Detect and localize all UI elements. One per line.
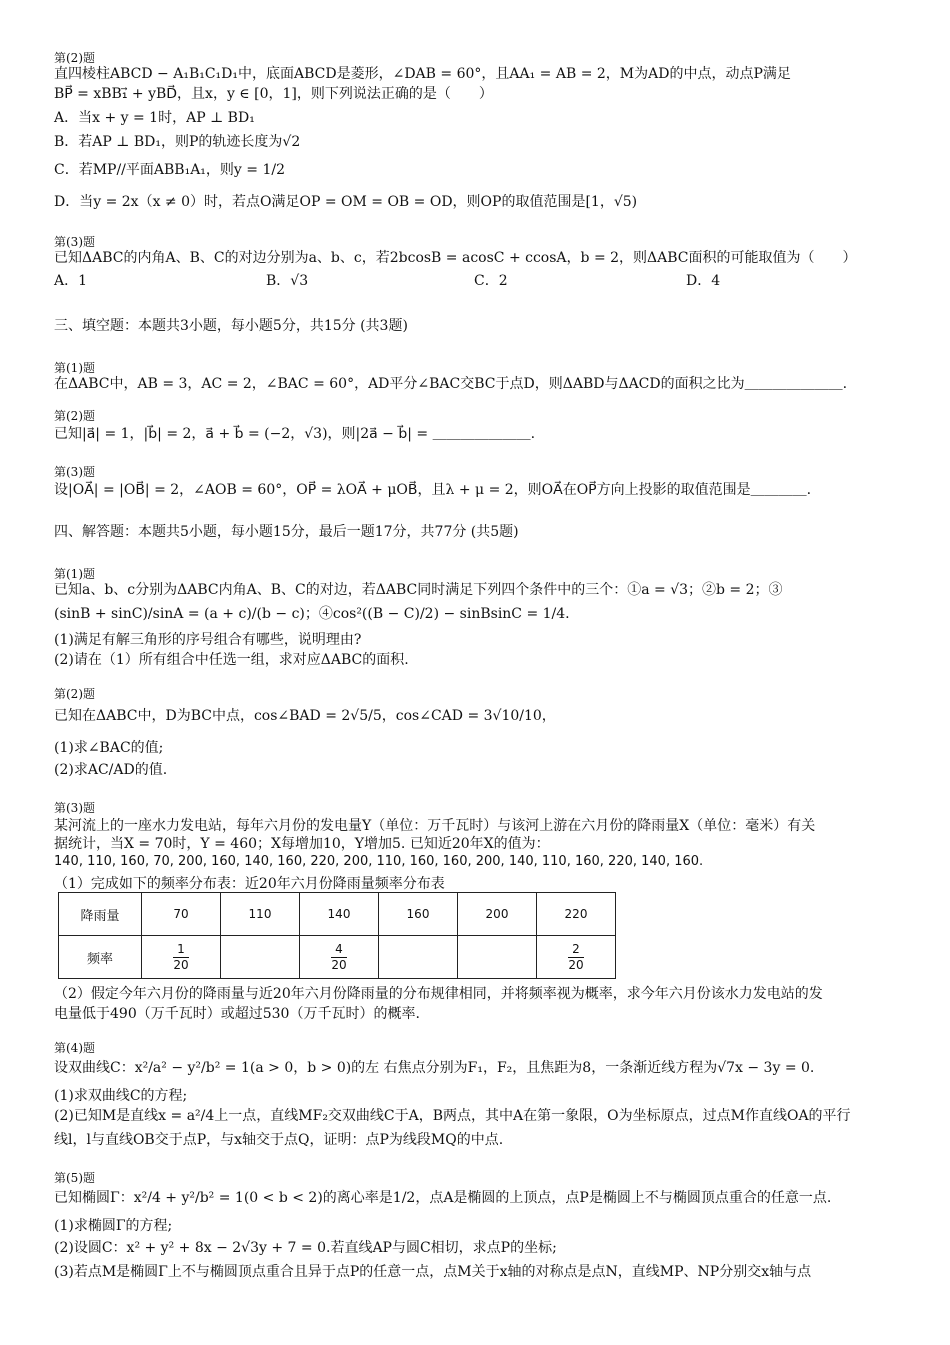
sub-question: (1)满足有解三角形的序号组合有哪些，说明理由? — [54, 632, 362, 648]
frac-den: 20 — [568, 957, 584, 972]
question-label: 第(2)题 — [54, 409, 95, 423]
frac-num: 2 — [568, 942, 583, 958]
question-label: 第(3)题 — [54, 465, 95, 479]
option-c: C．2 — [474, 273, 508, 289]
question-label: 第(3)题 — [54, 801, 95, 815]
frac-den: 20 — [173, 957, 189, 972]
question-label: 第(1)题 — [54, 567, 95, 581]
question-stem: 已知a、b、c分别为ΔABC内角A、B、C的对边，若ΔABC同时满足下列四个条件中的三个：①a = √3；②b = 2；③ — [54, 582, 783, 598]
section-title: 四、解答题：本题共5小题，每小题15分，最后一题17分，共77分 (共5题) — [54, 524, 519, 540]
question-label: 第(4)题 — [54, 1041, 95, 1055]
question-label: 第(1)题 — [54, 361, 95, 375]
table-cell — [379, 936, 458, 979]
sub-question: (3)若点M是椭圆Γ上不与椭圆顶点重合且异于点P的任意一点，点M关于x轴的对称点是点N，直线MP、NP分别交x轴与点 — [54, 1264, 812, 1280]
options-row — [54, 270, 904, 292]
table-cell: 70 — [142, 893, 221, 936]
question-label: 第(2)题 — [54, 51, 95, 65]
sub-question: (2)已知M是直线x = a²/4上一点，直线MF₂交双曲线C于A，B两点，其中A在第一象限，O为坐标原点，过点M作直线OA的平行 — [54, 1108, 851, 1124]
question-stem: 直四棱柱ABCD − A₁B₁C₁D₁中，底面ABCD是菱形，∠DAB = 60°，且AA₁ = AB = 2，M为AD的中点，动点P满足 — [54, 66, 791, 82]
sub-question: 线l，l与直线OB交于点P，与x轴交于点Q，证明：点P为线段MQ的中点. — [54, 1132, 504, 1148]
frac-num: 4 — [331, 942, 346, 958]
question-label: 第(2)题 — [54, 687, 95, 701]
table-cell — [142, 936, 221, 979]
question-label: 第(5)题 — [54, 1171, 95, 1185]
option-a: A．1 — [54, 273, 88, 289]
sub-question: (1)求∠BAC的值; — [54, 740, 164, 756]
question-text: 已知|a⃗| = 1，|b⃗| = 2，a⃗ + b⃗ = (−2，√3)，则|2a⃗ − b⃗| = ＿＿＿＿＿＿＿. — [54, 426, 536, 442]
table-cell — [300, 936, 379, 979]
sub-question: （1）完成如下的频率分布表：近20年六月份降雨量频率分布表 — [54, 876, 445, 892]
option-d: D．4 — [686, 273, 721, 289]
option-c: C．若MP//平面ABB₁A₁，则y = 1/2 — [54, 162, 285, 178]
option-b: B．若AP ⊥ BD₁，则P的轨迹长度为√2 — [54, 134, 301, 150]
frequency-table — [58, 892, 616, 979]
table-cell — [537, 936, 616, 979]
table-cell — [458, 936, 537, 979]
question-stem: 已知在ΔABC中，D为BC中点，cos∠BAD = 2√5/5，cos∠CAD = 3√10/10， — [54, 708, 556, 724]
question-stem: 已知椭圆Γ：x²/4 + y²/b² = 1(0 < b < 2)的离心率是1/2，点A是椭圆的上顶点，点P是椭圆上不与椭圆顶点重合的任意一点. — [54, 1190, 832, 1206]
sub-question: 电量低于490（万千瓦时）或超过530（万千瓦时）的概率. — [54, 1006, 420, 1022]
question-label: 第(3)题 — [54, 235, 95, 249]
sub-question: (2)请在（1）所有组合中任选一组，求对应ΔABC的面积. — [54, 652, 409, 668]
sub-question: (2)设圆C：x² + y² + 8x − 2√3y + 7 = 0.若直线AP与圆C相切，求点P的坐标; — [54, 1240, 557, 1256]
table-cell: 220 — [537, 893, 616, 936]
question-text: 设|OA⃗| = |OB⃗| = 2，∠AOB = 60°，OP⃗ = λOA⃗ + μOB⃗，且λ + μ = 2，则OA⃗在OP⃗方向上投影的取值范围是＿＿＿＿. — [54, 482, 812, 498]
table-cell: 200 — [458, 893, 537, 936]
question-stem: BP⃗ = xBB₁⃗ + yBD⃗，且x，y ∈ [0，1]，则下列说法正确的是（ ） — [54, 86, 493, 102]
table-cell: 160 — [379, 893, 458, 936]
question-stem: 据统计，当X = 70时，Y = 460；X每增加10，Y增加5. 已知近20年X的值为： — [54, 836, 550, 852]
question-stem: 已知ΔABC的内角A、B、C的对边分别为a、b、c，若2bcosB = acosC + ccosA，b = 2，则ΔABC面积的可能取值为（ ） — [54, 250, 857, 266]
question-stem: 某河流上的一座水力发电站，每年六月份的发电量Y（单位：万千瓦时）与该河上游在六月份的降雨量X（单位：毫米）有关 — [54, 818, 816, 834]
question-text: 在ΔABC中，AB = 3，AC = 2，∠BAC = 60°，AD平分∠BAC交BC于点D，则ΔABD与ΔACD的面积之比为＿＿＿＿＿＿＿. — [54, 376, 848, 392]
sub-question: (2)求AC/AD的值. — [54, 762, 168, 778]
option-d: D．当y = 2x（x ≠ 0）时，若点O满足OP = OM = OB = OD，则OP的取值范围是[1，√5) — [54, 194, 638, 210]
question-stem: 设双曲线C：x²/a² − y²/b² = 1(a > 0，b > 0)的左 右焦点分别为F₁，F₂，且焦距为8，一条渐近线方程为√7x − 3y = 0. — [54, 1060, 815, 1076]
frac-num: 1 — [173, 942, 188, 958]
option-b: B．√3 — [266, 273, 309, 289]
frac-den: 20 — [331, 957, 347, 972]
data-values: 140, 110, 160, 70, 200, 160, 140, 160, 220, 200, 110, 160, 160, 200, 140, 110, 160, 220, 140, 160. — [54, 854, 704, 869]
table-cell: 140 — [300, 893, 379, 936]
table-row — [59, 893, 616, 936]
table-row — [59, 936, 616, 979]
row-header: 降雨量 — [59, 893, 142, 936]
sub-question: (1)求双曲线C的方程; — [54, 1088, 188, 1104]
table-cell — [221, 936, 300, 979]
section-title: 三、填空题：本题共3小题，每小题5分，共15分 (共3题) — [54, 318, 408, 334]
sub-question: (1)求椭圆Γ的方程; — [54, 1218, 173, 1234]
question-stem: (sinB + sinC)/sinA = (a + c)/(b − c)；④cos²((B − C)/2) − sinBsinC = 1/4. — [54, 606, 570, 622]
table-cell: 110 — [221, 893, 300, 936]
sub-question: （2）假定今年六月份的降雨量与近20年六月份降雨量的分布规律相同，并将频率视为概率，求今年六月份该水力发电站的发 — [54, 986, 823, 1002]
option-a: A．当x + y = 1时，AP ⊥ BD₁ — [54, 110, 255, 126]
row-header: 频率 — [59, 936, 142, 979]
